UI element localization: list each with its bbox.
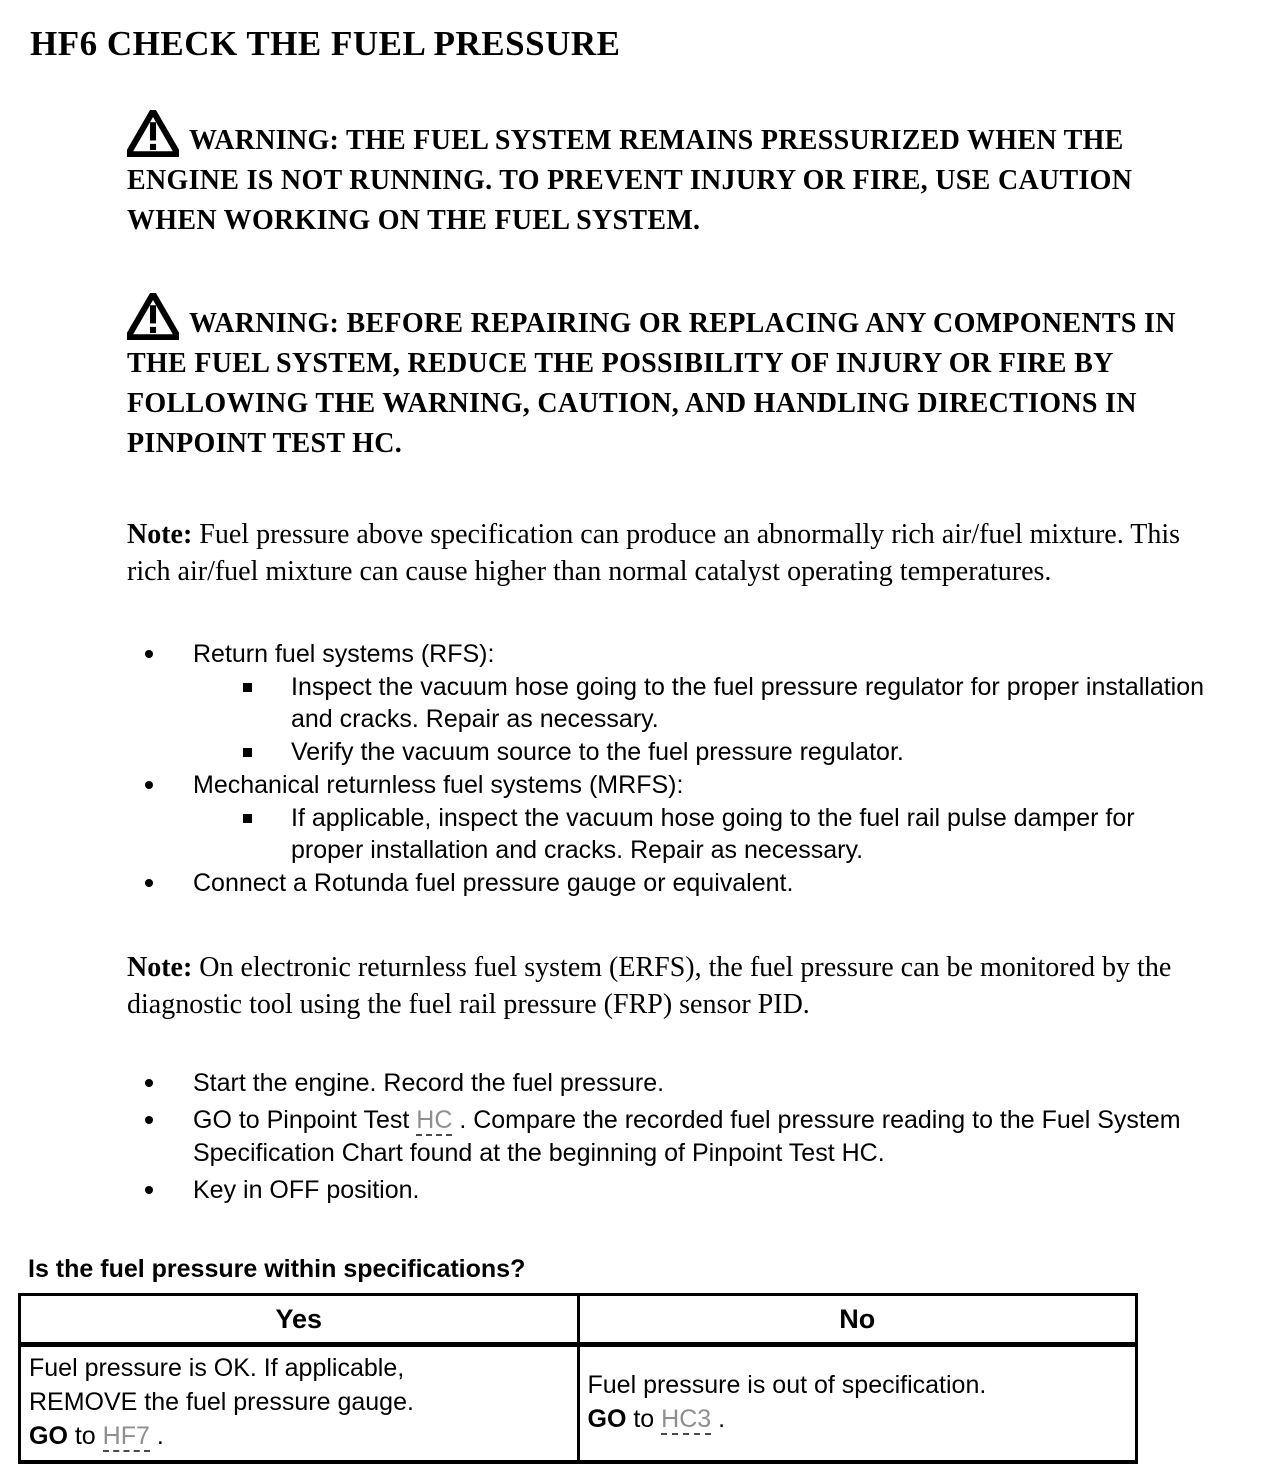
decision-table (18, 1293, 1138, 1464)
to-label: to (67, 1422, 103, 1451)
table-header-yes: Yes (20, 1295, 579, 1345)
sub-list-item-text: If applicable, inspect the vacuum hose going to the fuel rail pulse damper for proper installation and cracks. Repair as necessary. (291, 804, 1135, 864)
list-item (127, 638, 1207, 670)
go-label: GO (29, 1422, 68, 1451)
warning-triangle-icon (127, 110, 179, 161)
list-item-text: GO to Pinpoint Test (193, 1106, 417, 1134)
list-item-text: . Compare the recorded fuel pressure reading to the Fuel System Specification Chart found at the beginning of Pinpoint Test HC. (193, 1106, 1181, 1167)
period-text: . (149, 1422, 164, 1451)
no-cell-text: Fuel pressure is out of specification. (587, 1371, 987, 1400)
no-cell-go-line (588, 1402, 1128, 1436)
note-text: Fuel pressure above specification can produce an abnormally rich air/fuel mixture. This rich air/fuel mixture can cause higher than normal catalyst operating temperatures. (127, 519, 1180, 587)
list-item (127, 1067, 1207, 1100)
hf7-link[interactable]: HF7 (102, 1422, 150, 1451)
page-title: HF6 CHECK THE FUEL PRESSURE (30, 24, 621, 63)
sub-list-item (127, 802, 1207, 866)
hc3-link[interactable]: HC3 (661, 1405, 712, 1434)
table-body-row (20, 1345, 1137, 1463)
list-item (127, 867, 1207, 899)
warning-paragraph-2 (127, 293, 1219, 464)
go-label: GO (587, 1405, 627, 1434)
sub-list-item-text: Inspect the vacuum hose going to the fuel pressure regulator for proper installation and cracks. Repair as necessary. (291, 673, 1205, 733)
no-cell (578, 1345, 1137, 1463)
note-paragraph-1 (127, 516, 1227, 590)
list-item-text: Start the engine. Record the fuel pressure. (193, 1069, 665, 1097)
warning-text-2: WARNING: BEFORE REPAIRING OR REPLACING ANY COMPONENTS IN THE FUEL SYSTEM, REDUCE THE POSSIBILITY OF INJURY OR FIRE BY FOLLOWING THE WARNING, CAUTION, AND HANDLING DIRECTIONS IN PINPOINT TEST HC. (127, 308, 1176, 459)
procedure-list-2 (127, 1067, 1207, 1207)
period-text: . (711, 1405, 726, 1434)
procedure-list-1 (127, 638, 1207, 899)
note-text: On electronic returnless fuel system (ERFS), the fuel pressure can be monitored by the diagnostic tool using the fuel rail pressure (FRP) sensor PID. (127, 952, 1172, 1020)
warning-triangle-icon (127, 293, 179, 344)
yes-cell-text: Fuel pressure is OK. If applicable, REMOVE the fuel pressure gauge. (29, 1354, 414, 1417)
list-item-text: Connect a Rotunda fuel pressure gauge or equivalent. (193, 869, 794, 897)
note-label: Note: (127, 519, 193, 550)
document-page (0, 24, 1264, 1464)
yes-cell (20, 1345, 579, 1463)
list-item (127, 1104, 1207, 1170)
question-heading: Is the fuel pressure within specifications? (28, 1255, 526, 1283)
warning-text-1: WARNING: THE FUEL SYSTEM REMAINS PRESSURIZED WHEN THE ENGINE IS NOT RUNNING. TO PREVENT INJURY OR FIRE, USE CAUTION WHEN WORKING ON THE FUEL SYSTEM. (127, 125, 1133, 236)
sub-list-item (127, 736, 1207, 768)
table-header-row (20, 1295, 1137, 1345)
sub-list-item-text: Verify the vacuum source to the fuel pressure regulator. (291, 738, 904, 766)
hc-link[interactable]: HC (416, 1106, 453, 1134)
note-paragraph-2 (127, 949, 1227, 1023)
yes-cell-go-line (29, 1419, 569, 1453)
list-item-text: Return fuel systems (RFS): (193, 640, 495, 668)
list-item (127, 769, 1207, 801)
list-item-text: Mechanical returnless fuel systems (MRFS): (193, 771, 684, 799)
table-header-no: No (578, 1295, 1137, 1345)
note-label: Note: (127, 952, 193, 983)
to-label: to (626, 1405, 662, 1434)
list-item-text: Key in OFF position. (193, 1176, 420, 1204)
sub-list-item (127, 671, 1207, 735)
list-item (127, 1174, 1207, 1207)
warning-paragraph-1 (127, 110, 1219, 241)
